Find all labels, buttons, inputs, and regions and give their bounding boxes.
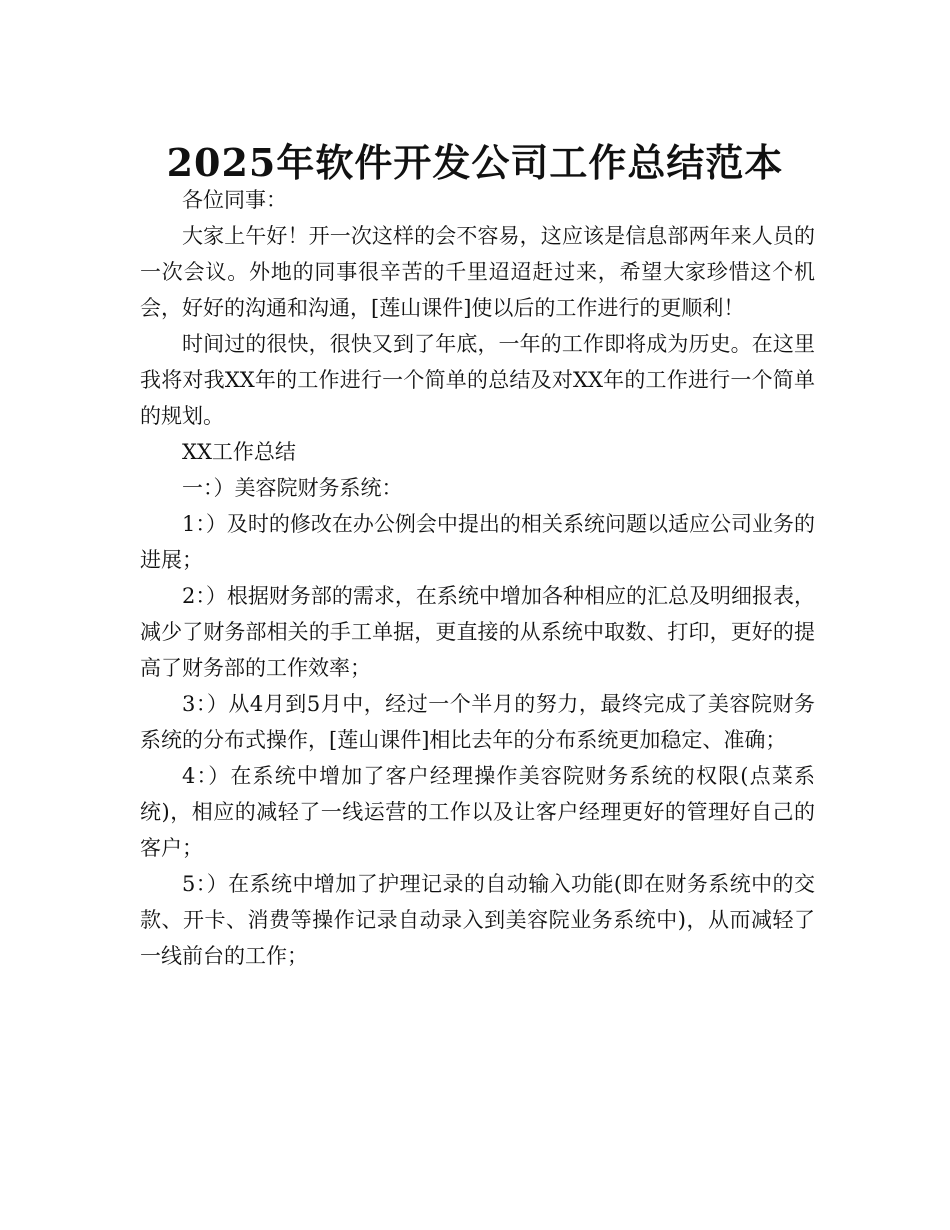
document-title: 2025年软件开发公司工作总结范本 (166, 140, 784, 186)
subsection-heading: 一：）美容院财务系统： (182, 476, 403, 500)
list-item-3: 3：）从4月到5月中，经过一个半月的努力，最终完成了美容院财务系统的分布式操作，[莲山课件]相比去年的分布系统更加稳定、准确； (140, 692, 815, 752)
section-heading: XX工作总结 (182, 440, 296, 464)
list-item-1: 1：）及时的修改在办公例会中提出的相关系统问题以适应公司业务的进展； (140, 512, 815, 572)
opening-paragraph: 大家上午好！开一次这样的会不容易，这应该是信息部两年来人员的一次会议。外地的同事很辛苦的千里迢迢赶过来，希望大家珍惜这个机会，好好的沟通和沟通，[莲山课件]使以后的工作进行的更顺利！ (140, 224, 815, 320)
list-item-5: 5：）在系统中增加了护理记录的自动输入功能(即在财务系统中的交款、开卡、消费等操作记录自动录入到美容院业务系统中)，从而减轻了一线前台的工作； (140, 872, 815, 968)
list-item-4: 4：）在系统中增加了客户经理操作美容院财务系统的权限(点菜系统)，相应的减轻了一线运营的工作以及让客户经理更好的管理好自己的客户； (140, 764, 815, 860)
greeting-paragraph: 各位同事： (182, 188, 287, 212)
list-item-2: 2：）根据财务部的需求，在系统中增加各种相应的汇总及明细报表，减少了财务部相关的手工单据，更直接的从系统中取数、打印，更好的提高了财务部的工作效率； (140, 584, 815, 680)
intro-paragraph: 时间过的很快，很快又到了年底，一年的工作即将成为历史。在这里我将对我XX年的工作进行一个简单的总结及对XX年的工作进行一个简单的规划。 (140, 332, 815, 428)
document-body (140, 182, 815, 974)
